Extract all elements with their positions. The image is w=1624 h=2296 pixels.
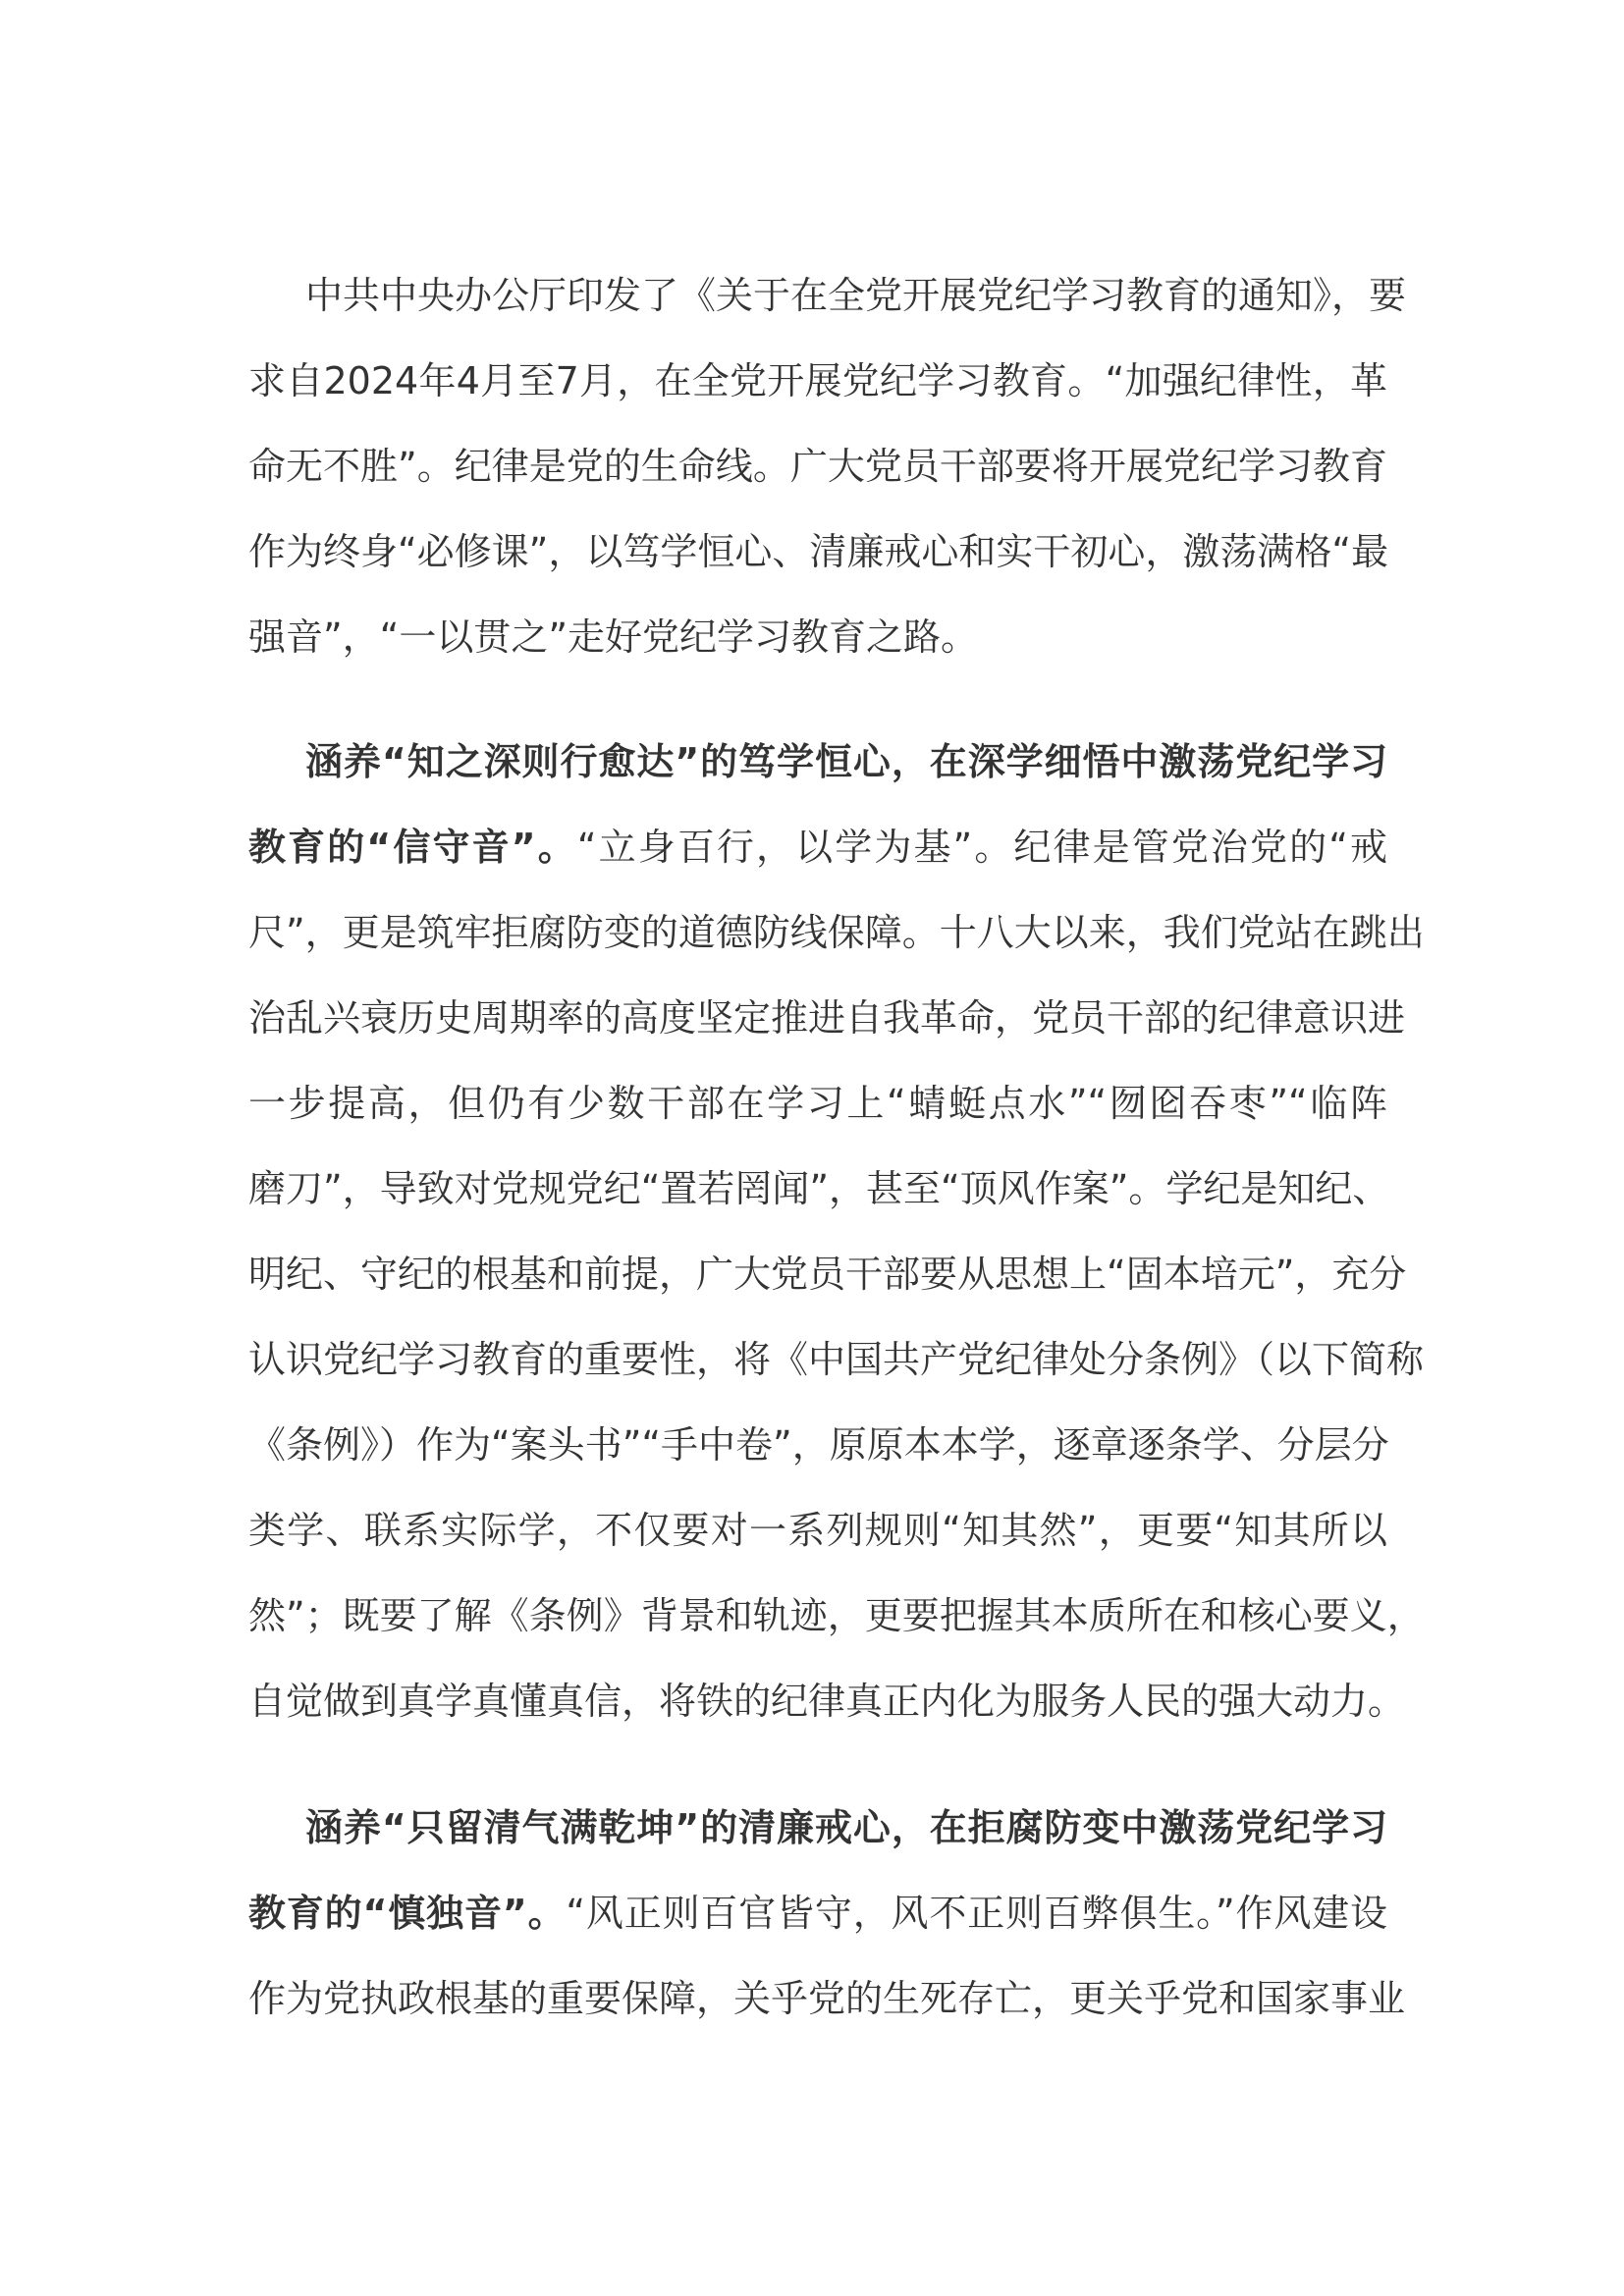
body-text: 认识党纪学习教育的重要性，将《中国共产党纪律处分条例》（以下简称 xyxy=(248,1338,1425,1381)
body-text: 明纪、守纪的根基和前提，广大党员干部要从思想上“固本培元”，充分 xyxy=(248,1253,1407,1296)
text-line xyxy=(248,976,1406,1061)
text-line xyxy=(248,339,1387,424)
body-text: 类学、联系实际学，不仅要对一系列规则“知其然”，更要“知其所以 xyxy=(248,1509,1387,1552)
body-text: 作为终身“必修课”，以笃学恒心、清廉戒心和实干初心，激荡满格“最 xyxy=(248,530,1389,573)
paragraph-study-section xyxy=(248,720,1425,1744)
text-line xyxy=(248,1232,1407,1317)
body-text: 《条例》）作为“案头书”“手中卷”，原原本本学，逐章逐条学、分层分 xyxy=(248,1423,1389,1467)
body-text: 一步提高，但仍有少数干部在学习上“蜻蜓点水”“囫囵吞枣”“临阵 xyxy=(248,1082,1387,1125)
text-line xyxy=(248,253,1407,339)
body-text: 尺”，更是筑牢拒腐防变的道德防线保障。十八大以来，我们党站在跳出 xyxy=(248,911,1425,954)
paragraph-integrity-section xyxy=(248,1786,1406,2042)
body-text: 自觉做到真学真懂真信，将铁的纪律真正内化为服务人民的强大动力。 xyxy=(248,1680,1406,1723)
body-text: 作为党执政根基的重要保障，关乎党的生死存亡，更关乎党和国家事业 xyxy=(248,1977,1406,2020)
body-text: 中共中央办公厅印发了《关于在全党开展党纪学习教育的通知》，要 xyxy=(305,274,1407,317)
bold-heading-text: 教育的“慎独音”。 xyxy=(248,1892,567,1935)
body-text: 强音”，“一以贯之”走好党纪学习教育之路。 xyxy=(248,615,979,659)
paragraph-intro xyxy=(248,253,1407,680)
text-line xyxy=(248,1871,1387,1956)
body-text: 磨刀”，导致对党规党纪“置若罔闻”，甚至“顶风作案”。学纪是知纪、 xyxy=(248,1167,1390,1210)
text-line xyxy=(248,1403,1387,1488)
text-line xyxy=(248,509,1387,595)
text-line xyxy=(248,1574,1425,1659)
body-text: “风正则百官皆守，风不正则百弊俱生。”作风建设 xyxy=(566,1892,1387,1935)
text-line xyxy=(248,1786,1387,1871)
text-line xyxy=(248,1317,1425,1403)
bold-heading-text: 涵养“只留清气满乾坤”的清廉戒心，在拒腐防变中激荡党纪学习 xyxy=(305,1806,1387,1849)
body-text: 治乱兴衰历史周期率的高度坚定推进自我革命，党员干部的纪律意识进 xyxy=(248,996,1406,1040)
text-line xyxy=(248,424,1387,509)
bold-heading-text: 涵养“知之深则行愈达”的笃学恒心，在深学细悟中激荡党纪学习 xyxy=(305,740,1387,783)
bold-heading-text: 教育的“信守音”。 xyxy=(248,826,577,869)
body-text: 然”；既要了解《条例》背景和轨迹，更要把握其本质所在和核心要义， xyxy=(248,1594,1425,1637)
text-line xyxy=(248,890,1425,976)
text-line xyxy=(248,1061,1387,1147)
text-line xyxy=(248,1659,1406,1744)
text-line xyxy=(248,1147,1390,1232)
body-text: “立身百行，以学为基”。纪律是管党治党的“戒 xyxy=(576,826,1388,869)
body-text: 求自2024年4月至7月，在全党开展党纪学习教育。“加强纪律性，革 xyxy=(248,359,1387,402)
text-line xyxy=(248,1956,1406,2042)
body-text: 命无不胜”。纪律是党的生命线。广大党员干部要将开展党纪学习教育 xyxy=(248,445,1387,488)
text-line xyxy=(248,805,1387,890)
text-line xyxy=(248,1488,1387,1574)
text-line xyxy=(248,595,1387,680)
text-line xyxy=(248,720,1387,805)
